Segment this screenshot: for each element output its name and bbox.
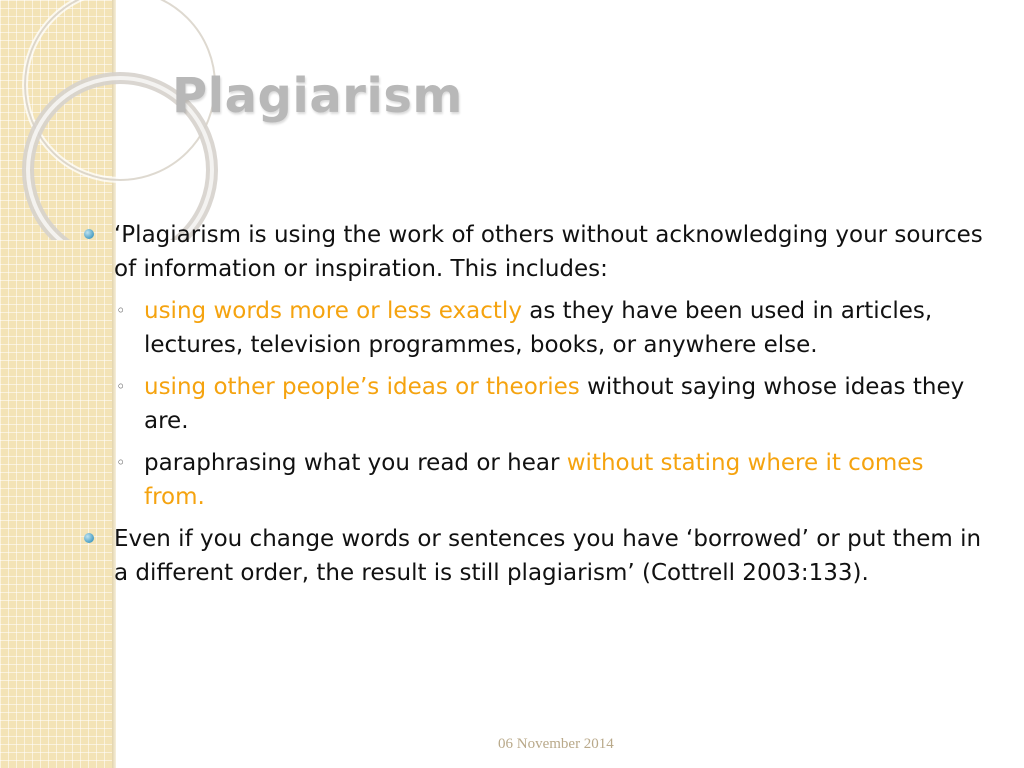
sub-bullet-item-ideas [80,370,990,438]
ring-bullet-icon: ◦ [116,453,126,472]
sub-bullet-item-paraphrasing [80,446,990,514]
slide-content [80,218,990,598]
sub-bullet-text: without saying whose ideas they are. [144,374,965,434]
sub-bullet-highlight: using words more or less exactly [144,298,522,324]
bullet-dot-icon [84,533,94,543]
sub-bullet-highlight: without stating where it comes from. [144,450,924,510]
slide-title: Plagiarism [172,68,463,124]
ring-bullet-icon: ◦ [116,377,126,396]
sub-bullet-highlight: using other people’s ideas or theories [144,374,580,400]
bullet-item-citation [80,522,990,590]
ring-bullet-icon: ◦ [116,301,126,320]
bullet-text: ‘Plagiarism is using the work of others without acknowledging your sources of information or inspiration. This includes: [114,222,983,282]
sub-bullet-item-words [80,294,990,362]
bullet-dot-icon [84,229,94,239]
bullet-item-definition [80,218,990,286]
sub-bullet-text: paraphrasing what you read or hear [144,450,567,476]
footer-date: 06 November 2014 [498,736,614,752]
sub-bullet-text: as they have been used in articles, lectures, television programmes, books, or anywhere else. [144,298,933,358]
bullet-text: Even if you change words or sentences you have ‘borrowed’ or put them in a different order, the result is still plagiarism’ (Cottrell 2003:133). [114,526,982,586]
